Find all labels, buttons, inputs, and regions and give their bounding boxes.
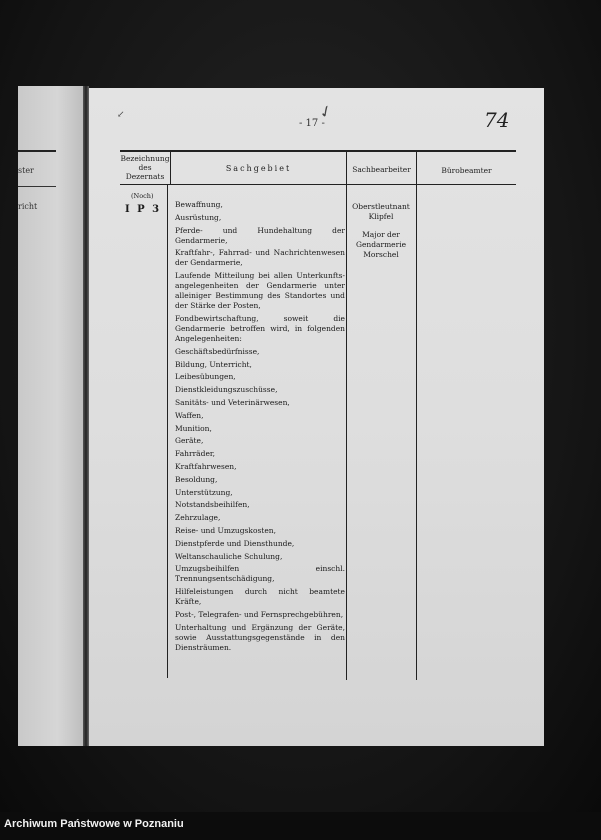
sachgebiet-list (175, 200, 345, 656)
sachgebiet-item: Sanitäts- und Veterinärwesen, (175, 397, 290, 407)
table-header-rule (120, 184, 516, 185)
sachgebiet-item: Post-, Telegrafen- und Fernsprechgebühren, (175, 609, 344, 619)
col-divider-3 (416, 152, 417, 680)
sachgebiet-item: Unterhaltung und Ergänzung der Geräte, sowie Ausstattungsgegenstände in den Diensträumen. (175, 622, 345, 652)
header-sachbearbeiter: Sachbearbeiter (352, 165, 411, 174)
sachbearbeiter-cell (347, 202, 415, 260)
sachgebiet-item: Pferde- und Hundehaltung der Gendarmerie, (175, 225, 345, 245)
sachgebiet-item: Munition, (175, 423, 212, 433)
archive-label: Archiwum Państwowe w Poznaniu (4, 818, 184, 830)
header-sachgebiet: Sachgebiet (225, 164, 292, 173)
sachgebiet-item: Fondbewirtschaftung, soweit die Gendarmerie betroffen wird, in folgenden Angelegenheiten: (175, 313, 345, 343)
sachgebiet-item: Besoldung, (175, 474, 218, 484)
handwritten-number: 74 (484, 108, 510, 132)
sachgebiet-item: Kraftfahrwesen, (175, 461, 237, 471)
prev-page-row-fragment: richt (18, 202, 38, 211)
prev-page-rule (18, 186, 56, 187)
sachgebiet-item: Dienstkleidungszuschüsse, (175, 385, 278, 395)
sachbearbeiter-2-name: Morschel (363, 250, 399, 259)
sachgebiet-item: Umzugsbeihilfen einschl. Trennungsentschädigung, (175, 564, 345, 584)
sachgebiet-item: Reise- und Umzugskosten, (175, 525, 276, 535)
sachgebiet-item: Geschäftsbedürfnisse, (175, 346, 260, 356)
sachgebiet-item: Dienstpferde und Diensthunde, (175, 538, 295, 548)
sachgebiet-item: Ausrüstung, (175, 212, 222, 222)
dezernat-code: I P 3 (125, 204, 162, 215)
sachgebiet-item: Kraftfahr-, Fahrrad- und Nachrichtenwesen der Gendarmerie, (175, 248, 345, 268)
document-page (89, 88, 544, 746)
sachbearbeiter-2-rank: Major der Gendarmerie (355, 230, 407, 249)
table-top-rule (120, 150, 516, 152)
sachgebiet-item: Bewaffnung, (175, 200, 223, 209)
sachgebiet-item: Zehrzulage, (175, 513, 221, 523)
header-buerobeamter: Bürobeamter (441, 166, 492, 175)
prev-page-header-fragment: ster (18, 166, 34, 175)
sachgebiet-item: Unterstützung, (175, 487, 233, 497)
sachgebiet-item: Geräte, (175, 436, 204, 446)
sachgebiet-item: Weltanschauliche Schulung, (175, 551, 283, 561)
header-dezernat: Bezeichnung des Dezernats (120, 154, 170, 181)
col-divider-1 (167, 185, 168, 678)
sachbearbeiter-1-rank: Oberstleutnant (352, 202, 410, 211)
prev-page-rule-top (18, 150, 56, 152)
footer-bar (0, 812, 601, 840)
sachbearbeiter-1-name: Klipfel (368, 212, 394, 221)
continuation-note: (Noch) (131, 192, 154, 200)
pen-mark: ↙ (117, 110, 125, 120)
previous-page-edge (18, 86, 84, 746)
page-number: - 17 - (299, 118, 325, 129)
sachgebiet-item: Hilfeleistungen durch nicht beamtete Kräfte, (175, 587, 345, 607)
sachgebiet-item: Waffen, (175, 410, 204, 420)
sachgebiet-item: Notstandsbeihilfen, (175, 500, 250, 510)
check-mark: ✓ (315, 100, 336, 123)
sachgebiet-item: Fahrräder, (175, 449, 216, 459)
sachgebiet-item: Leibesübungen, (175, 372, 236, 382)
sachgebiet-item: Laufende Mitteilung bei allen Unterkunfts-angelegenheiten der Gendarmerie unter alleiniger Bestimmung des Standortes und der Stärke der Posten, (175, 271, 345, 311)
sachgebiet-item: Bildung, Unterricht, (175, 359, 252, 369)
